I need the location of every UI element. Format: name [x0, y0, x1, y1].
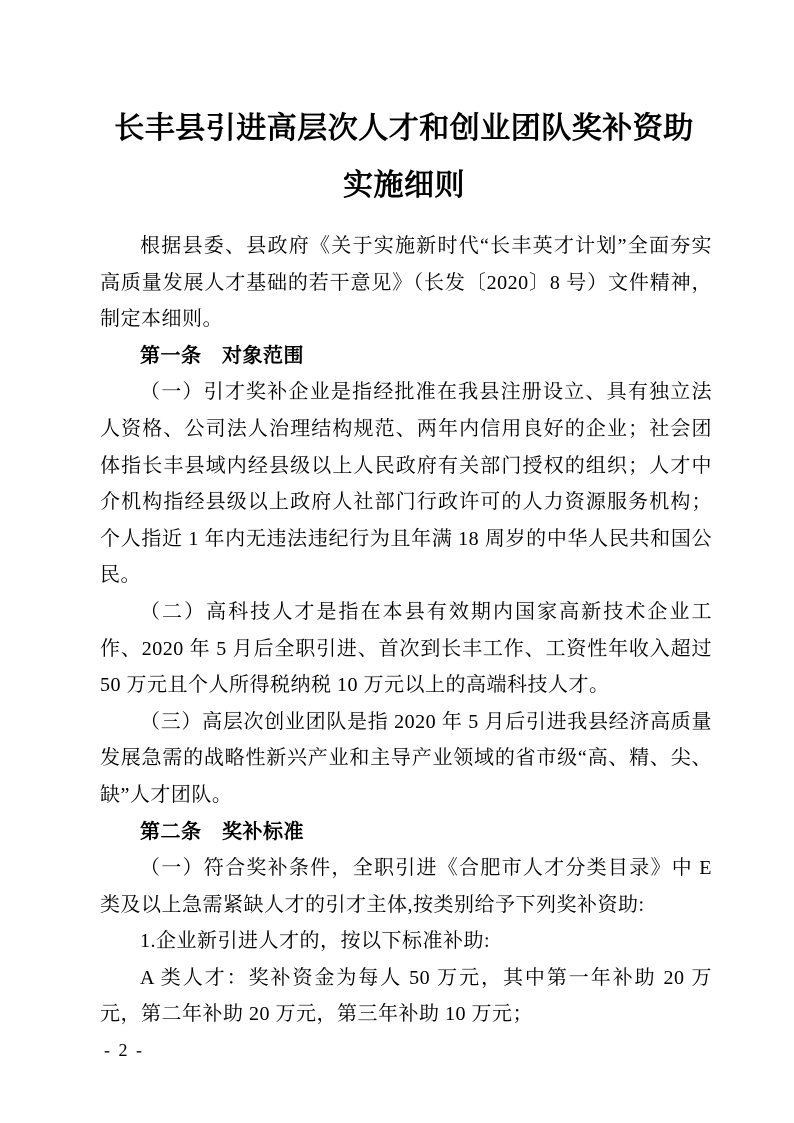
- heading-article-2: 第二条 奖补标准: [140, 820, 304, 843]
- paragraph-article-2-item-1: （一）符合奖补条件，全职引进《合肥市人才分类目录》中 E 类及以上急需紧缺人才的引才主体,按类别给予下列奖补资助:: [100, 857, 712, 916]
- paragraph-preamble: 根据县委、县政府《关于实施新时代“长丰英才计划”全面夯实高质量发展人才基础的若干意见》（长发〔2020〕8 号）文件精神，制定本细则。: [100, 235, 712, 331]
- paragraph-article-1-item-3: （三）高层次创业团队是指 2020 年 5 月后引进我县经济高质量发展急需的战略性新兴产业和主导产业领域的省市级“高、精、尖、缺”人才团队。: [100, 710, 712, 806]
- document-title-line-2: 实施细则: [343, 169, 465, 202]
- paragraph-article-2-class-a: A 类人才：奖补资金为每人 50 万元，其中第一年补助 20 万元，第二年补助 20 万元，第三年补助 10 万元；: [100, 966, 712, 1026]
- paragraph-article-1-item-2: （二）高科技人才是指在本县有效期内国家高新技术企业工作、2020 年 5 月后全职引进、首次到长丰工作、工资性年收入超过 50 万元且个人所得税纳税 10 万元以上的高端科技人才。: [100, 600, 712, 697]
- document-body: [100, 228, 712, 1033]
- paragraph-article-2-item-1-sub-1: 1.企业新引进人才的，按以下标准补助:: [140, 930, 491, 953]
- paragraph-article-1-item-1: （一）引才奖补企业是指经批准在我县注册设立、具有独立法人资格、公司法人治理结构规范、两年内信用良好的企业；社会团体指长丰县域内经县级以上人民政府有关部门授权的组织；人才中介机构指经县级以上政府人社部门行政许可的人力资源服务机构；个人指近 1 年内无违法违纪行为且年满 18 周岁的中华人民共和国公民。: [100, 381, 712, 587]
- document-title-line-1: 长丰县引进高层次人才和创业团队奖补资助: [114, 112, 694, 145]
- heading-article-1: 第一条 对象范围: [140, 344, 304, 367]
- document-title: [84, 100, 724, 214]
- page-number: - 2 -: [104, 1040, 144, 1060]
